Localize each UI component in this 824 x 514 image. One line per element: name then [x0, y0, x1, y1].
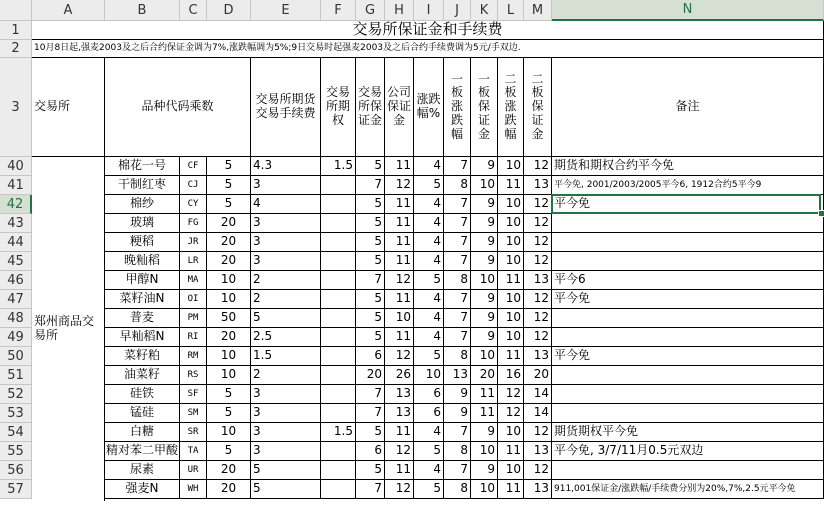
- exchange-margin-cell[interactable]: 5: [356, 461, 385, 480]
- row-header[interactable]: 47: [0, 290, 32, 309]
- column-header-g[interactable]: G: [356, 0, 385, 21]
- limit-cell[interactable]: 5: [414, 480, 444, 499]
- board2-limit-cell[interactable]: 10: [498, 233, 524, 252]
- company-margin-cell[interactable]: 12: [385, 347, 414, 366]
- limit-cell[interactable]: 6: [414, 385, 444, 404]
- futures-fee-cell[interactable]: 2.5: [251, 328, 321, 347]
- sheet-title[interactable]: 交易所保证金和手续费: [32, 21, 824, 40]
- board2-limit-cell[interactable]: 10: [498, 157, 524, 176]
- multiplier-cell[interactable]: 10: [207, 423, 251, 442]
- product-code-cell[interactable]: LR: [180, 252, 207, 271]
- exchange-margin-cell[interactable]: 5: [356, 233, 385, 252]
- board2-limit-cell[interactable]: 11: [498, 480, 524, 499]
- company-margin-cell[interactable]: 11: [385, 290, 414, 309]
- header-product-code-multiplier[interactable]: 品种代码乘数: [105, 58, 251, 157]
- row-header[interactable]: 48: [0, 309, 32, 328]
- board1-margin-cell[interactable]: 9: [471, 461, 498, 480]
- row-header[interactable]: 42: [0, 195, 32, 214]
- company-margin-cell[interactable]: 10: [385, 309, 414, 328]
- limit-cell[interactable]: 10: [414, 366, 444, 385]
- header-futures-fee[interactable]: 交易所期货交易手续费: [251, 58, 321, 157]
- product-code-cell[interactable]: TA: [180, 442, 207, 461]
- board2-limit-cell[interactable]: 16: [498, 366, 524, 385]
- board1-limit-cell[interactable]: 7: [444, 461, 471, 480]
- board1-limit-cell[interactable]: 7: [444, 214, 471, 233]
- exchange-margin-cell[interactable]: 7: [356, 404, 385, 423]
- board2-limit-cell[interactable]: 12: [498, 404, 524, 423]
- row-header[interactable]: 57: [0, 480, 32, 499]
- product-name-cell[interactable]: 尿素: [105, 461, 180, 480]
- product-name-cell[interactable]: 油菜籽: [105, 366, 180, 385]
- option-fee-cell[interactable]: [321, 290, 356, 309]
- column-header-e[interactable]: E: [251, 0, 321, 21]
- exchange-margin-cell[interactable]: 5: [356, 214, 385, 233]
- limit-cell[interactable]: 4: [414, 461, 444, 480]
- company-margin-cell[interactable]: 11: [385, 423, 414, 442]
- product-name-cell[interactable]: 干制红枣: [105, 176, 180, 195]
- option-fee-cell[interactable]: [321, 176, 356, 195]
- product-name-cell[interactable]: 菜籽油N: [105, 290, 180, 309]
- board2-margin-cell[interactable]: 12: [524, 328, 552, 347]
- company-margin-cell[interactable]: 12: [385, 442, 414, 461]
- company-margin-cell[interactable]: 12: [385, 271, 414, 290]
- board1-limit-cell[interactable]: 8: [444, 347, 471, 366]
- row-header[interactable]: 2: [0, 40, 32, 58]
- exchange-margin-cell[interactable]: 6: [356, 347, 385, 366]
- board2-limit-cell[interactable]: 10: [498, 252, 524, 271]
- board1-margin-cell[interactable]: 9: [471, 423, 498, 442]
- exchange-margin-cell[interactable]: 5: [356, 290, 385, 309]
- header-exchange[interactable]: 交易所: [32, 58, 105, 157]
- multiplier-cell[interactable]: 10: [207, 290, 251, 309]
- company-margin-cell[interactable]: 11: [385, 461, 414, 480]
- company-margin-cell[interactable]: 11: [385, 157, 414, 176]
- company-margin-cell[interactable]: 26: [385, 366, 414, 385]
- product-name-cell[interactable]: 晚籼稻: [105, 252, 180, 271]
- board2-margin-cell[interactable]: 20: [524, 366, 552, 385]
- column-header-i[interactable]: I: [414, 0, 444, 21]
- option-fee-cell[interactable]: 1.5: [321, 157, 356, 176]
- exchange-margin-cell[interactable]: 20: [356, 366, 385, 385]
- column-header-h[interactable]: H: [385, 0, 414, 21]
- board1-margin-cell[interactable]: 9: [471, 214, 498, 233]
- board1-margin-cell[interactable]: 9: [471, 309, 498, 328]
- option-fee-cell[interactable]: [321, 404, 356, 423]
- remark-cell[interactable]: [552, 366, 824, 385]
- exchange-margin-cell[interactable]: 5: [356, 328, 385, 347]
- product-code-cell[interactable]: CY: [180, 195, 207, 214]
- column-header-b[interactable]: B: [105, 0, 180, 21]
- column-header-a[interactable]: A: [32, 0, 105, 21]
- limit-cell[interactable]: 4: [414, 252, 444, 271]
- option-fee-cell[interactable]: [321, 328, 356, 347]
- column-header-n[interactable]: N: [552, 0, 824, 21]
- futures-fee-cell[interactable]: 5: [251, 309, 321, 328]
- board1-margin-cell[interactable]: 9: [471, 157, 498, 176]
- board2-margin-cell[interactable]: 12: [524, 233, 552, 252]
- company-margin-cell[interactable]: 11: [385, 252, 414, 271]
- multiplier-cell[interactable]: 10: [207, 271, 251, 290]
- futures-fee-cell[interactable]: 3: [251, 385, 321, 404]
- remark-cell[interactable]: 平今免: [552, 347, 824, 366]
- exchange-margin-cell[interactable]: 5: [356, 252, 385, 271]
- row-header[interactable]: 43: [0, 214, 32, 233]
- futures-fee-cell[interactable]: 3: [251, 404, 321, 423]
- row-header[interactable]: 3: [0, 58, 32, 157]
- company-margin-cell[interactable]: 13: [385, 385, 414, 404]
- board2-margin-cell[interactable]: 13: [524, 347, 552, 366]
- futures-fee-cell[interactable]: 2: [251, 366, 321, 385]
- company-margin-cell[interactable]: 11: [385, 214, 414, 233]
- header-board2-margin[interactable]: 二板保证金: [524, 58, 552, 157]
- board1-margin-cell[interactable]: 9: [471, 290, 498, 309]
- product-code-cell[interactable]: CF: [180, 157, 207, 176]
- remark-cell[interactable]: [552, 233, 824, 252]
- remark-cell[interactable]: [552, 404, 824, 423]
- board2-margin-cell[interactable]: 12: [524, 252, 552, 271]
- option-fee-cell[interactable]: [321, 214, 356, 233]
- product-code-cell[interactable]: MA: [180, 271, 207, 290]
- multiplier-cell[interactable]: 20: [207, 480, 251, 499]
- board2-margin-cell[interactable]: 12: [524, 423, 552, 442]
- company-margin-cell[interactable]: 11: [385, 233, 414, 252]
- limit-cell[interactable]: 4: [414, 233, 444, 252]
- futures-fee-cell[interactable]: 3: [251, 233, 321, 252]
- exchange-margin-cell[interactable]: 7: [356, 176, 385, 195]
- product-code-cell[interactable]: CJ: [180, 176, 207, 195]
- company-margin-cell[interactable]: 12: [385, 176, 414, 195]
- option-fee-cell[interactable]: [321, 271, 356, 290]
- board2-margin-cell[interactable]: 12: [524, 461, 552, 480]
- board1-margin-cell[interactable]: 10: [471, 480, 498, 499]
- exchange-margin-cell[interactable]: 7: [356, 480, 385, 499]
- board2-limit-cell[interactable]: 10: [498, 328, 524, 347]
- limit-cell[interactable]: 5: [414, 442, 444, 461]
- futures-fee-cell[interactable]: 5: [251, 461, 321, 480]
- board2-limit-cell[interactable]: 11: [498, 347, 524, 366]
- remark-cell[interactable]: 平今免: [552, 290, 824, 309]
- column-header-c[interactable]: C: [180, 0, 207, 21]
- futures-fee-cell[interactable]: 3: [251, 423, 321, 442]
- board1-margin-cell[interactable]: 11: [471, 404, 498, 423]
- column-header-l[interactable]: L: [498, 0, 524, 21]
- select-all-corner[interactable]: [0, 0, 32, 21]
- board2-limit-cell[interactable]: 12: [498, 385, 524, 404]
- product-name-cell[interactable]: 普麦: [105, 309, 180, 328]
- remark-cell[interactable]: 平今6: [552, 271, 824, 290]
- product-name-cell[interactable]: 锰硅: [105, 404, 180, 423]
- remark-cell[interactable]: [552, 385, 824, 404]
- board2-margin-cell[interactable]: 13: [524, 176, 552, 195]
- option-fee-cell[interactable]: [321, 233, 356, 252]
- row-header[interactable]: 55: [0, 442, 32, 461]
- remark-cell[interactable]: 平今免, 3/7/11月0.5元双边: [552, 442, 824, 461]
- product-name-cell[interactable]: 硅铁: [105, 385, 180, 404]
- product-code-cell[interactable]: SM: [180, 404, 207, 423]
- board1-limit-cell[interactable]: 7: [444, 328, 471, 347]
- limit-cell[interactable]: 4: [414, 290, 444, 309]
- option-fee-cell[interactable]: [321, 252, 356, 271]
- multiplier-cell[interactable]: 20: [207, 233, 251, 252]
- limit-cell[interactable]: 4: [414, 214, 444, 233]
- board2-margin-cell[interactable]: 12: [524, 309, 552, 328]
- board1-limit-cell[interactable]: 7: [444, 195, 471, 214]
- multiplier-cell[interactable]: 5: [207, 157, 251, 176]
- exchange-margin-cell[interactable]: 7: [356, 385, 385, 404]
- product-code-cell[interactable]: PM: [180, 309, 207, 328]
- board2-limit-cell[interactable]: 10: [498, 461, 524, 480]
- product-name-cell[interactable]: 甲醇N: [105, 271, 180, 290]
- remark-cell[interactable]: [552, 214, 824, 233]
- column-header-f[interactable]: F: [321, 0, 356, 21]
- board2-margin-cell[interactable]: 14: [524, 404, 552, 423]
- notice-text[interactable]: 10月8日起,强麦2003及之后合约保证金调为7%,涨跌幅调为5%;9日交易时起强麦2003及之后合约手续费调为5元/手双边.: [32, 40, 824, 58]
- multiplier-cell[interactable]: 5: [207, 385, 251, 404]
- multiplier-cell[interactable]: 5: [207, 195, 251, 214]
- futures-fee-cell[interactable]: 1.5: [251, 347, 321, 366]
- multiplier-cell[interactable]: 5: [207, 442, 251, 461]
- product-name-cell[interactable]: 玻璃: [105, 214, 180, 233]
- board1-limit-cell[interactable]: 9: [444, 404, 471, 423]
- header-exchange-margin[interactable]: 交易所保证金: [356, 58, 385, 157]
- board1-limit-cell[interactable]: 7: [444, 309, 471, 328]
- multiplier-cell[interactable]: 10: [207, 347, 251, 366]
- product-code-cell[interactable]: OI: [180, 290, 207, 309]
- product-name-cell[interactable]: 白糖: [105, 423, 180, 442]
- product-name-cell[interactable]: 棉花一号: [105, 157, 180, 176]
- limit-cell[interactable]: 4: [414, 309, 444, 328]
- board2-margin-cell[interactable]: 13: [524, 442, 552, 461]
- exchange-margin-cell[interactable]: 7: [356, 271, 385, 290]
- board1-margin-cell[interactable]: 10: [471, 347, 498, 366]
- remark-cell[interactable]: 平今免: [552, 195, 824, 214]
- futures-fee-cell[interactable]: 2: [251, 290, 321, 309]
- product-name-cell[interactable]: 强麦N: [105, 480, 180, 499]
- product-code-cell[interactable]: WH: [180, 480, 207, 499]
- multiplier-cell[interactable]: 20: [207, 252, 251, 271]
- board2-margin-cell[interactable]: 12: [524, 195, 552, 214]
- product-code-cell[interactable]: UR: [180, 461, 207, 480]
- exchange-margin-cell[interactable]: 5: [356, 157, 385, 176]
- company-margin-cell[interactable]: 12: [385, 480, 414, 499]
- remark-cell[interactable]: 911,001保证金/涨跌幅/手续费分别为20%,7%,2.5元平今免: [552, 480, 824, 499]
- product-name-cell[interactable]: 精对苯二甲酸: [105, 442, 180, 461]
- futures-fee-cell[interactable]: 4: [251, 195, 321, 214]
- board1-limit-cell[interactable]: 13: [444, 366, 471, 385]
- board2-margin-cell[interactable]: 14: [524, 385, 552, 404]
- multiplier-cell[interactable]: 20: [207, 328, 251, 347]
- option-fee-cell[interactable]: [321, 347, 356, 366]
- board2-limit-cell[interactable]: 11: [498, 271, 524, 290]
- option-fee-cell[interactable]: [321, 309, 356, 328]
- board1-margin-cell[interactable]: 10: [471, 271, 498, 290]
- header-remark[interactable]: 备注: [552, 58, 824, 157]
- row-header[interactable]: 40: [0, 157, 32, 176]
- board2-margin-cell[interactable]: 13: [524, 480, 552, 499]
- product-code-cell[interactable]: SR: [180, 423, 207, 442]
- board1-limit-cell[interactable]: 8: [444, 176, 471, 195]
- limit-cell[interactable]: 4: [414, 157, 444, 176]
- futures-fee-cell[interactable]: 3: [251, 214, 321, 233]
- board1-margin-cell[interactable]: 10: [471, 176, 498, 195]
- product-name-cell[interactable]: 菜籽粕: [105, 347, 180, 366]
- row-header[interactable]: 41: [0, 176, 32, 195]
- exchange-margin-cell[interactable]: 5: [356, 195, 385, 214]
- board1-margin-cell[interactable]: 9: [471, 195, 498, 214]
- company-margin-cell[interactable]: 11: [385, 328, 414, 347]
- header-board1-margin[interactable]: 一板保证金: [471, 58, 498, 157]
- option-fee-cell[interactable]: 1.5: [321, 423, 356, 442]
- remark-cell[interactable]: 期货期权平今免: [552, 423, 824, 442]
- board1-limit-cell[interactable]: 8: [444, 480, 471, 499]
- exchange-name-cell[interactable]: 郑州商品交易所: [32, 157, 105, 501]
- option-fee-cell[interactable]: [321, 442, 356, 461]
- row-header[interactable]: 56: [0, 461, 32, 480]
- board2-limit-cell[interactable]: 10: [498, 423, 524, 442]
- option-fee-cell[interactable]: [321, 366, 356, 385]
- limit-cell[interactable]: 5: [414, 176, 444, 195]
- row-header[interactable]: 49: [0, 328, 32, 347]
- option-fee-cell[interactable]: [321, 480, 356, 499]
- product-code-cell[interactable]: FG: [180, 214, 207, 233]
- row-header[interactable]: 51: [0, 366, 32, 385]
- futures-fee-cell[interactable]: 3: [251, 442, 321, 461]
- header-option-fee[interactable]: 交易所期权: [321, 58, 356, 157]
- limit-cell[interactable]: 6: [414, 404, 444, 423]
- futures-fee-cell[interactable]: 5: [251, 480, 321, 499]
- board2-limit-cell[interactable]: 10: [498, 195, 524, 214]
- remark-cell[interactable]: [552, 328, 824, 347]
- board1-margin-cell[interactable]: 11: [471, 385, 498, 404]
- board2-limit-cell[interactable]: 11: [498, 176, 524, 195]
- board1-limit-cell[interactable]: 8: [444, 442, 471, 461]
- row-header[interactable]: 50: [0, 347, 32, 366]
- limit-cell[interactable]: 5: [414, 347, 444, 366]
- header-limit[interactable]: 涨跌幅%: [414, 58, 444, 157]
- product-code-cell[interactable]: RM: [180, 347, 207, 366]
- product-name-cell[interactable]: 棉纱: [105, 195, 180, 214]
- board1-limit-cell[interactable]: 9: [444, 385, 471, 404]
- multiplier-cell[interactable]: 10: [207, 366, 251, 385]
- option-fee-cell[interactable]: [321, 195, 356, 214]
- row-header[interactable]: 53: [0, 404, 32, 423]
- board1-margin-cell[interactable]: 9: [471, 252, 498, 271]
- board1-limit-cell[interactable]: 7: [444, 252, 471, 271]
- board1-limit-cell[interactable]: 7: [444, 233, 471, 252]
- column-header-m[interactable]: M: [524, 0, 552, 21]
- remark-cell[interactable]: [552, 309, 824, 328]
- remark-cell[interactable]: 平今免, 2001/2003/2005平今6, 1912合约5平今9: [552, 176, 824, 195]
- futures-fee-cell[interactable]: 4.3: [251, 157, 321, 176]
- remark-cell[interactable]: [552, 252, 824, 271]
- remark-cell[interactable]: [552, 461, 824, 480]
- board2-limit-cell[interactable]: 10: [498, 309, 524, 328]
- header-company-margin[interactable]: 公司保证金: [385, 58, 414, 157]
- product-code-cell[interactable]: SF: [180, 385, 207, 404]
- multiplier-cell[interactable]: 5: [207, 404, 251, 423]
- limit-cell[interactable]: 4: [414, 195, 444, 214]
- option-fee-cell[interactable]: [321, 461, 356, 480]
- row-header[interactable]: 44: [0, 233, 32, 252]
- board1-margin-cell[interactable]: 10: [471, 442, 498, 461]
- header-board2-limit[interactable]: 二板涨跌幅: [498, 58, 524, 157]
- board1-margin-cell[interactable]: 9: [471, 233, 498, 252]
- company-margin-cell[interactable]: 13: [385, 404, 414, 423]
- board2-limit-cell[interactable]: 10: [498, 290, 524, 309]
- remark-cell[interactable]: 期货和期权合约平今免: [552, 157, 824, 176]
- product-code-cell[interactable]: RI: [180, 328, 207, 347]
- multiplier-cell[interactable]: 20: [207, 214, 251, 233]
- row-header[interactable]: 54: [0, 423, 32, 442]
- product-code-cell[interactable]: RS: [180, 366, 207, 385]
- product-name-cell[interactable]: 早籼稻N: [105, 328, 180, 347]
- row-header[interactable]: 52: [0, 385, 32, 404]
- multiplier-cell[interactable]: 5: [207, 176, 251, 195]
- option-fee-cell[interactable]: [321, 385, 356, 404]
- row-header[interactable]: 1: [0, 21, 32, 40]
- header-board1-limit[interactable]: 一板涨跌幅: [444, 58, 471, 157]
- board2-limit-cell[interactable]: 10: [498, 214, 524, 233]
- board2-margin-cell[interactable]: 12: [524, 157, 552, 176]
- limit-cell[interactable]: 4: [414, 328, 444, 347]
- futures-fee-cell[interactable]: 2: [251, 271, 321, 290]
- board2-margin-cell[interactable]: 12: [524, 214, 552, 233]
- board2-margin-cell[interactable]: 12: [524, 290, 552, 309]
- column-header-d[interactable]: D: [207, 0, 251, 21]
- row-header[interactable]: 45: [0, 252, 32, 271]
- board1-limit-cell[interactable]: 8: [444, 271, 471, 290]
- board2-margin-cell[interactable]: 13: [524, 271, 552, 290]
- multiplier-cell[interactable]: 20: [207, 461, 251, 480]
- board1-limit-cell[interactable]: 7: [444, 157, 471, 176]
- exchange-margin-cell[interactable]: 5: [356, 423, 385, 442]
- multiplier-cell[interactable]: 50: [207, 309, 251, 328]
- limit-cell[interactable]: 4: [414, 423, 444, 442]
- column-header-j[interactable]: J: [444, 0, 471, 21]
- fill-handle[interactable]: [818, 210, 824, 217]
- board2-limit-cell[interactable]: 11: [498, 442, 524, 461]
- product-code-cell[interactable]: JR: [180, 233, 207, 252]
- row-header[interactable]: 46: [0, 271, 32, 290]
- exchange-margin-cell[interactable]: 5: [356, 309, 385, 328]
- limit-cell[interactable]: 5: [414, 271, 444, 290]
- futures-fee-cell[interactable]: 3: [251, 252, 321, 271]
- board1-limit-cell[interactable]: 7: [444, 290, 471, 309]
- board1-limit-cell[interactable]: 7: [444, 423, 471, 442]
- company-margin-cell[interactable]: 11: [385, 195, 414, 214]
- futures-fee-cell[interactable]: 3: [251, 176, 321, 195]
- board1-margin-cell[interactable]: 9: [471, 328, 498, 347]
- column-header-k[interactable]: K: [471, 0, 498, 21]
- exchange-margin-cell[interactable]: 6: [356, 442, 385, 461]
- board1-margin-cell[interactable]: 20: [471, 366, 498, 385]
- product-name-cell[interactable]: 粳稻: [105, 233, 180, 252]
